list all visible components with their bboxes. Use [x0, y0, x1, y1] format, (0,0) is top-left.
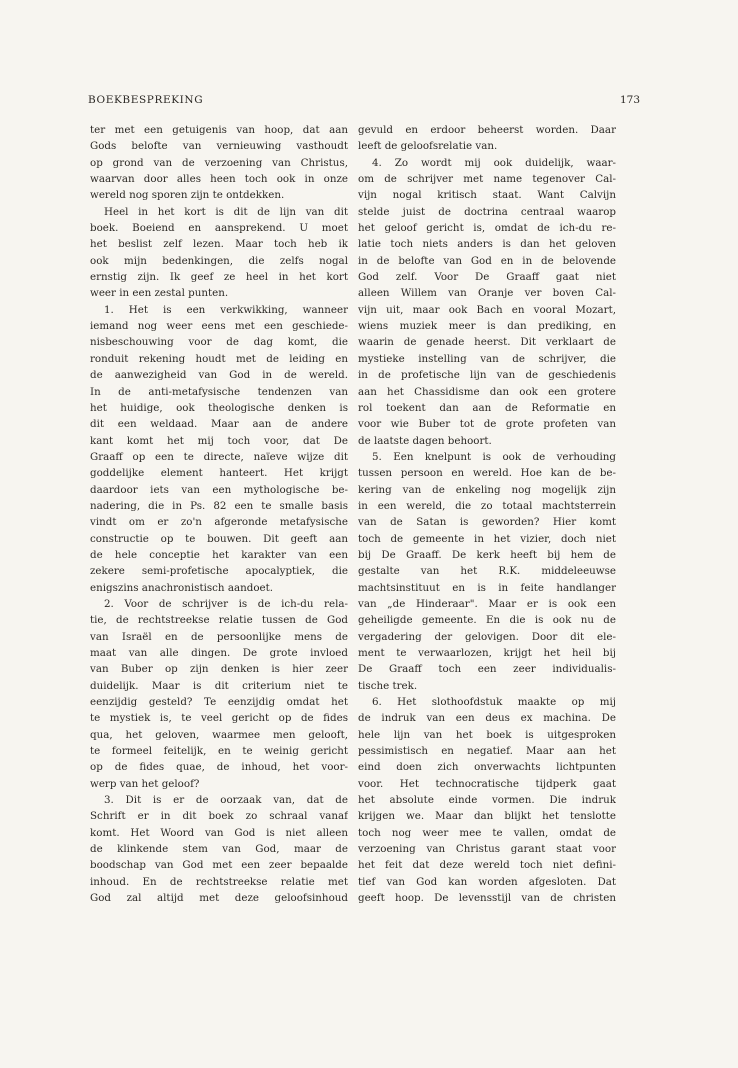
text-line: dit een weldaad. Maar aan de andere [90, 418, 348, 431]
text-line: komt. Het Woord van God is niet alleen [90, 826, 348, 839]
text-line: wereld nog sporen zijn te ontdekken. [90, 189, 285, 202]
text-line: mystieke instelling van de schrijver, die [358, 352, 616, 365]
text-line: te mystiek is, te veel gericht op de fides [90, 712, 348, 725]
text-line: Schrift er in dit boek zo schraal vanaf [90, 810, 348, 823]
text-line: daardoor iets van een mythologische be- [90, 483, 348, 496]
text-line: op de fides quae, de inhoud, het voor- [90, 761, 348, 774]
text-line: boodschap van God met een zeer bepaalde [90, 859, 348, 872]
text-line: 1. Het is een verkwikking, wanneer [104, 303, 348, 316]
text-line: de indruk van een deus ex machina. De [358, 712, 616, 725]
text-line: het beslist zelf lezen. Maar toch heb ik [90, 238, 348, 251]
text-line: God zal altijd met deze geloofsinhoud [90, 892, 348, 905]
text-line: nadering, die in Ps. 82 een te smalle basis [90, 499, 348, 512]
text-line: tie, de rechtstreekse relatie tussen de God [90, 614, 348, 627]
text-line: 5. Een knelpunt is ook de verhouding [372, 450, 616, 463]
text-line: 6. Het slothoofdstuk maakte op mij [372, 696, 616, 709]
text-line: de laatste dagen behoort. [358, 434, 492, 447]
text-line: geheiligde gemeente. En die is ook nu de [358, 614, 616, 627]
text-line: in de belofte van God en in de belovende [358, 254, 616, 267]
text-line: kant komt het mij toch voor, dat De [90, 434, 348, 447]
text-line: om de schrijver met name tegenover Cal- [358, 173, 616, 186]
text-line: gevuld en erdoor beheerst worden. Daar [358, 124, 616, 136]
text-line: in de profetische lijn van de geschiedenis [358, 369, 616, 382]
text-line: leeft de geloofsrelatie van. [358, 140, 498, 153]
text-line: inhoud. En de rechtstreekse relatie met [90, 875, 348, 888]
text-line: constructie op te bouwen. Dit geeft aan [90, 532, 348, 545]
text-line: in een wereld, die zo totaal machtsterrein [358, 499, 616, 512]
text-line: goddelijke element hanteert. Het krijgt [90, 467, 348, 480]
text-line: zekere semi-profetische apocalyptiek, die [90, 565, 348, 578]
text-line: vindt om er zo'n afgeronde metafysische [90, 516, 348, 529]
text-line: ook mijn bedenkingen, die zelfs nogal [90, 254, 348, 267]
text-line: enigszins anachronistisch aandoet. [90, 581, 274, 594]
text-line: ment te verwaarlozen, krijgt het heil bij [358, 647, 616, 659]
text-line: voor. Het technocratische tijdperk gaat [358, 777, 616, 790]
text-line: van Buber op zijn denken is hier zeer [90, 663, 348, 676]
text-line: 2. Voor de schrijver is de ich-du rela- [104, 597, 348, 610]
text-line: ernstig zijn. Ik geef ze heel in het kort [90, 271, 348, 284]
text-line: krijgen we. Maar dan blijkt het tenslotte [358, 810, 616, 823]
text-line: machtsinstituut en is in feite handlanger [358, 581, 616, 594]
text-line: 4. Zo wordt mij ook duidelijk, waar- [372, 156, 616, 169]
text-line: werp van het geloof? [90, 777, 200, 790]
text-line: maat van alle dingen. De grote invloed [90, 647, 348, 659]
text-line: alleen Willem van Oranje ver boven Cal- [358, 287, 616, 300]
text-line: Graaff op een te directe, naïeve wijze dit [90, 450, 348, 463]
text-line: aan het Chassidisme dan ook een grotere [358, 385, 616, 398]
text-line: de klinkende stem van God, maar de [90, 843, 348, 856]
text-line: tische trek. [358, 679, 418, 692]
text-line: op grond van de verzoening van Christus, [90, 156, 348, 169]
text-line: het absolute einde vormen. Die indruk [358, 794, 616, 807]
text-line: weer in een zestal punten. [90, 287, 229, 300]
page-number: 173 [620, 94, 641, 106]
text-line: hele lijn van het boek is uitgesproken [358, 728, 616, 741]
text-line: tussen persoon en wereld. Hoe kan de be- [358, 467, 616, 480]
text-line: wiens muziek meer is dan prediking, en [358, 320, 616, 333]
text-line: ronduit rekening houdt met de leiding en [90, 352, 348, 365]
text-line: het huidige, ook theologische denken is [90, 401, 348, 414]
text-line: iemand nog weer eens met een geschiede- [90, 320, 348, 333]
text-line: De Graaff toch een zeer individualis- [358, 663, 616, 676]
text-line: waarvan door alles heen toch ook in onze [90, 173, 348, 186]
text-line: Heel in het kort is dit de lijn van dit [104, 205, 348, 218]
text-line: eenzijdig gesteld? Te eenzijdig omdat het [90, 696, 348, 709]
text-line: waarin de genade heerst. Dit verklaart de [358, 336, 616, 349]
text-line: het feit dat deze wereld toch niet defini- [358, 859, 616, 872]
text-line: vergadering der gelovigen. Door dit ele- [358, 630, 616, 643]
text-line: van „de Hinderaar". Maar er is ook een [358, 597, 616, 610]
text-line: pessimistisch en negatief. Maar aan het [358, 745, 616, 758]
right-column [358, 122, 616, 907]
text-line: duidelijk. Maar is dit criterium niet te [90, 679, 348, 692]
text-line: eind doen zich onverwachts lichtpunten [358, 761, 616, 774]
text-line: In de anti-metafysische tendenzen van [90, 385, 348, 398]
running-head: BOEKBESPREKING [88, 94, 204, 106]
text-line: vijn nogal kritisch staat. Want Calvijn [358, 189, 616, 202]
text-line: Gods belofte van vernieuwing vasthoudt [90, 140, 348, 153]
text-line: stelde juist de doctrina centraal waarop [358, 205, 616, 218]
text-line: van Israël en de persoonlijke mens de [90, 630, 348, 643]
text-line: het geloof gericht is, omdat de ich-du re- [358, 222, 616, 235]
text-line: verzoening van Christus garant staat voor [358, 843, 616, 856]
text-line: nisbeschouwing voor de dag komt, die [90, 336, 348, 349]
text-line: gestalte van het R.K. middeleeuwse [358, 565, 616, 578]
text-line: van de Satan is geworden? Hier komt [358, 516, 616, 529]
text-line: qua, het geloven, waarmee men gelooft, [90, 728, 348, 741]
text-line: geeft hoop. De levensstijl van de christen [358, 892, 616, 905]
text-line: latie toch niets anders is dan het geloven [358, 238, 616, 251]
left-column [90, 122, 348, 907]
text-line: boek. Boeiend en aansprekend. U moet [90, 222, 348, 235]
text-line: 3. Dit is er de oorzaak van, dat de [104, 794, 348, 807]
text-line: vijn uit, maar ook Bach en vooral Mozart, [358, 303, 616, 316]
text-line: toch nog weer mee te vallen, omdat de [358, 826, 616, 839]
text-line: voor wie Buber tot de grote profeten van [358, 418, 616, 431]
text-line: toch de gemeente in het vizier, doch niet [358, 532, 616, 545]
text-line: God zelf. Voor De Graaff gaat niet [358, 271, 616, 284]
text-line: kering van de enkeling nog mogelijk zijn [358, 483, 616, 496]
text-line: tief van God kan worden afgesloten. Dat [358, 875, 616, 888]
text-line: rol toekent dan aan de Reformatie en [358, 401, 616, 414]
text-line: bij De Graaff. De kerk heeft bij hem de [358, 548, 616, 561]
text-line: de aanwezigheid van God in de wereld. [90, 369, 348, 382]
text-line: ter met een getuigenis van hoop, dat aan [90, 124, 348, 136]
text-line: de hele conceptie het karakter van een [90, 548, 348, 561]
text-line: te formeel feitelijk, en te weinig gericht [90, 745, 348, 758]
